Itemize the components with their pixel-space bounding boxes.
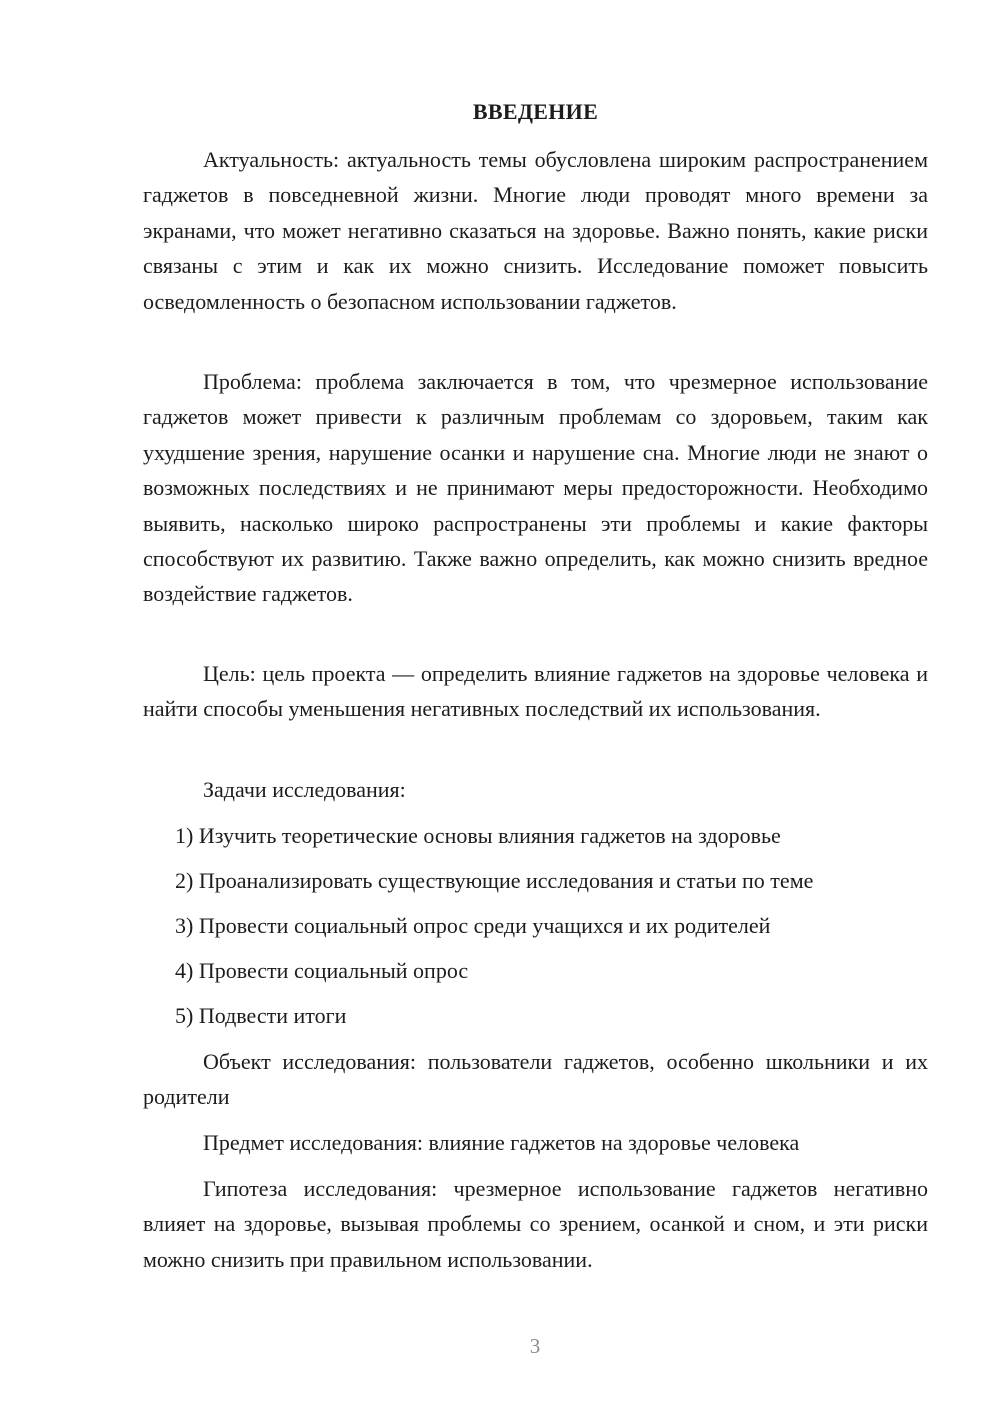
relevance-paragraph: Актуальность: актуальность темы обусловлена широким распространением гаджетов в повседневной жизни. Многие люди проводят много времени за экранами, что может негативно сказаться на здоровье. Важно понять, какие риски связаны с этим и как их можно снизить. Исследование поможет повысить осведомленность о безопасном использовании гаджетов. (143, 147, 928, 314)
page-number: 3 (529, 1334, 541, 1358)
task-item: 4) Провести социальный опрос (175, 958, 469, 983)
task-item: 2) Проанализировать существующие исследования и статьи по теме (175, 868, 814, 893)
subject-paragraph: Предмет исследования: влияние гаджетов на здоровье человека (203, 1130, 800, 1155)
task-item: 1) Изучить теоретические основы влияния гаджетов на здоровье (175, 823, 781, 848)
task-item: 3) Провести социальный опрос среди учащихся и их родителей (175, 913, 771, 938)
tasks-heading: Задачи исследования: (203, 777, 406, 802)
problem-paragraph: Проблема: проблема заключается в том, что чрезмерное использование гаджетов может привести к различным проблемам со здоровьем, таким как ухудшение зрения, нарушение осанки и нарушение сна. Многие люди не знают о возможных последствиях и не принимают меры предосторожности. Необходимо выявить, насколько широко распространены эти проблемы и какие факторы способствуют их развитию. Также важно определить, как можно снизить вредное воздействие гаджетов. (143, 369, 928, 607)
hypothesis-paragraph: Гипотеза исследования: чрезмерное использование гаджетов негативно влияет на здоровье, вызывая проблемы со зрением, осанкой и сном, и эти риски можно снизить при правильном использовании. (143, 1176, 928, 1272)
task-item: 5) Подвести итоги (175, 1003, 347, 1028)
page-title: ВВЕДЕНИЕ (472, 99, 599, 124)
object-paragraph: Объект исследования: пользователи гаджетов, особенно школьники и их родители (143, 1049, 928, 1110)
goal-paragraph: Цель: цель проекта — определить влияние гаджетов на здоровье человека и найти способы уменьшения негативных последствий их использования. (143, 661, 928, 722)
